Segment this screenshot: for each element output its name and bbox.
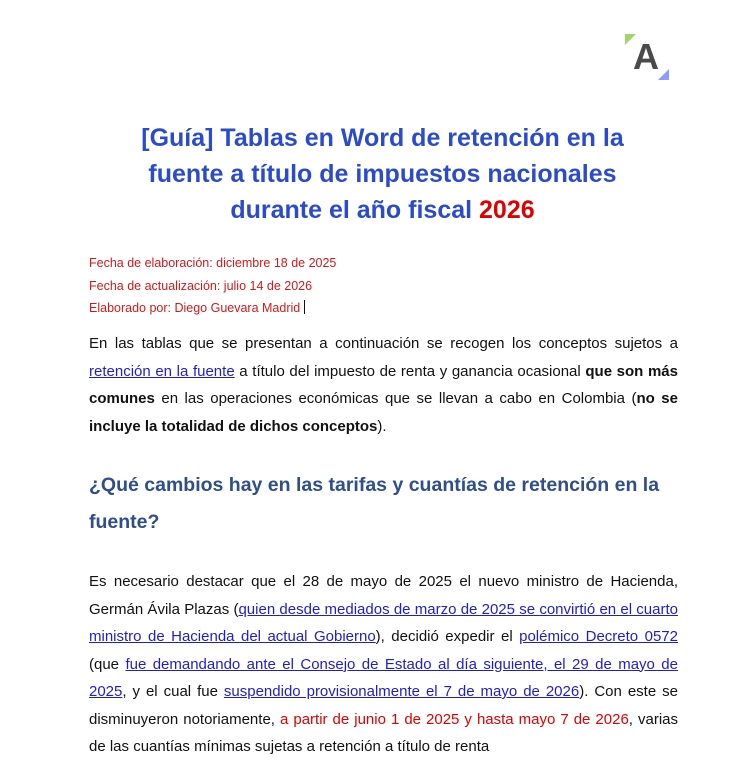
- link-ministro-hacienda[interactable]: quien desde mediados de marzo de 2025 se convirtió en el cuarto ministro de Hacienda del actual Gobierno: [89, 600, 678, 645]
- para2-red-period: a partir de junio 1 de 2025 y hasta mayo 7 de 2026: [279, 710, 629, 728]
- title-year: 2026: [479, 196, 535, 224]
- para2-text-3: (que: [89, 655, 126, 673]
- para2-text-5: ). Con este se disminuyeron notoriamente,: [89, 683, 678, 728]
- logo-letter: A: [633, 36, 659, 77]
- intro-bold-2: no se incluye la totalidad de dichos conceptos: [89, 390, 678, 435]
- link-demanda-consejo-estado[interactable]: fue demandando ante el Consejo de Estado al día siguiente, el 29 de mayo de 2025: [89, 655, 678, 700]
- intro-paragraph: [89, 330, 678, 440]
- para2-text-4: , y el cual fue: [122, 683, 224, 700]
- intro-text-2: a título del impuesto de renta y ganancia ocasional: [234, 362, 586, 380]
- text-cursor: [304, 300, 305, 314]
- para2-text-6: , varias de las cuantías mínimas sujetas a retención a título de renta: [89, 710, 678, 755]
- title-line-2: fuente a título de impuestos nacionales: [148, 160, 617, 188]
- document-metadata: [89, 252, 336, 320]
- title-line-3-text: durante el año fiscal: [230, 196, 480, 224]
- title-line-1: [Guía] Tablas en Word de retención en la: [141, 124, 624, 152]
- page-title: [90, 120, 675, 228]
- update-date: Fecha de actualización: julio 14 de 2026: [89, 278, 313, 293]
- intro-text-3: en las operaciones económicas que se llevan a cabo en Colombia (: [154, 390, 637, 407]
- elaboration-date: Fecha de elaboración: diciembre 18 de 2025: [89, 256, 337, 270]
- para2-text-1: Es necesario destacar que el 28 de mayo de 2025 el nuevo ministro de Hacienda, Germán Ávila Plazas (: [89, 573, 678, 618]
- author-line: [89, 297, 336, 320]
- intro-bold-1: que son más comunes: [89, 362, 678, 407]
- intro-text-4: ).: [377, 417, 387, 435]
- brand-logo: [622, 32, 672, 82]
- link-decreto-0572[interactable]: polémico Decreto 0572: [519, 628, 678, 645]
- title-line-3: [90, 192, 675, 228]
- link-retencion-fuente[interactable]: retención en la fuente: [89, 362, 235, 380]
- changes-paragraph: [89, 568, 678, 761]
- author-text: Elaborado por: Diego Guevara Madrid: [89, 301, 301, 315]
- section-heading: ¿Qué cambios hay en las tarifas y cuantías de retención en la fuente?: [89, 474, 660, 533]
- logo-blue-corner: [658, 69, 669, 80]
- intro-text-1: En las tablas que se presentan a continuación se recogen los conceptos sujetos a: [89, 335, 678, 352]
- para2-text-2: ), decidió expedir el: [375, 628, 520, 645]
- link-suspension-provisional[interactable]: suspendido provisionalmente el 7 de mayo de 2026: [223, 683, 580, 700]
